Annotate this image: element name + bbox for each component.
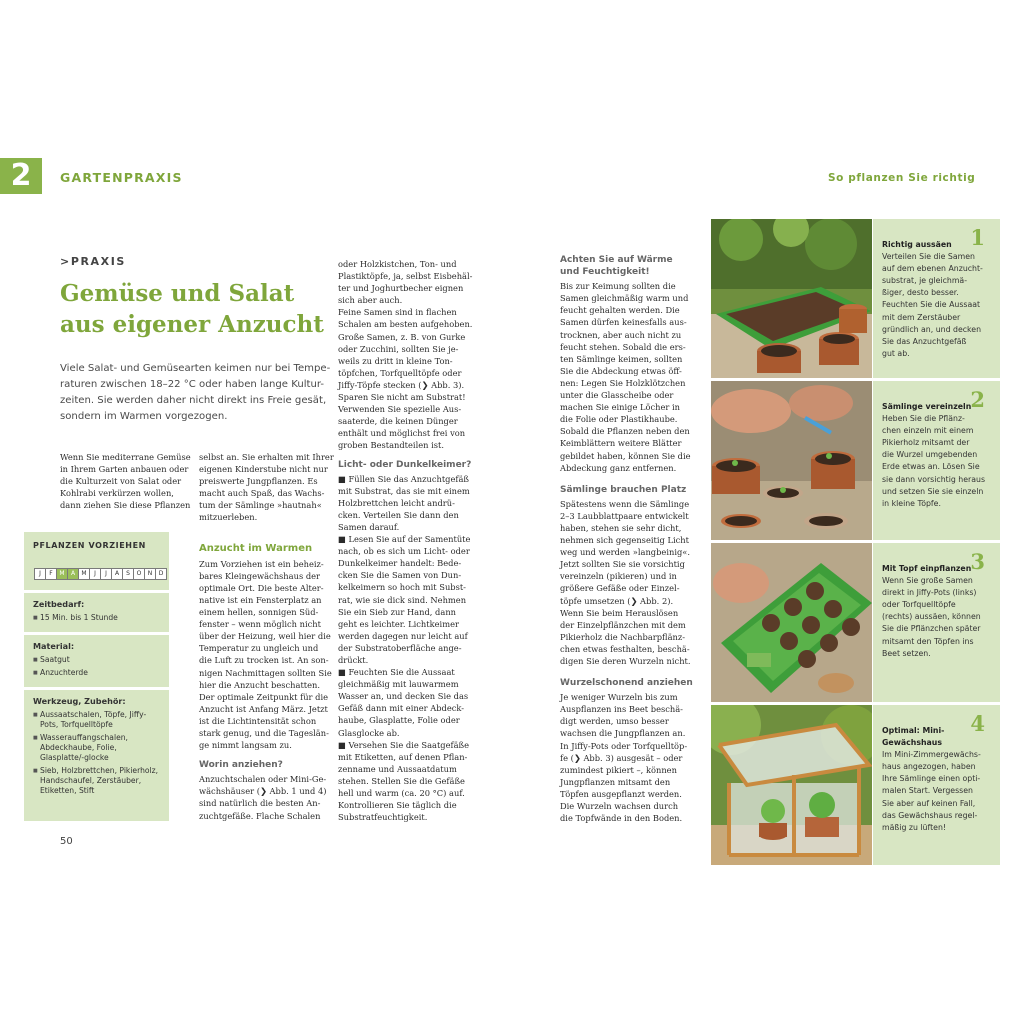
photo-sowing bbox=[711, 219, 872, 378]
month-cell: J bbox=[34, 568, 46, 580]
text-line: die Luft zu trocken ist. An son- bbox=[199, 655, 329, 666]
text-line: Verwenden Sie spezielle Aus- bbox=[338, 404, 462, 415]
step-line: mäßig zu lüften! bbox=[882, 822, 947, 832]
text-line: Die Wurzeln wachsen durch bbox=[560, 801, 679, 812]
step-line: Im Mini-Zimmergewächs- bbox=[882, 750, 981, 760]
step-line: Verteilen Sie die Samen bbox=[882, 252, 975, 262]
text-line: saaterde, die keinen Dünger bbox=[338, 416, 458, 427]
text-line: zumindest pikiert –, können bbox=[560, 764, 677, 775]
step-line: gut ab. bbox=[882, 348, 910, 358]
step-line: die Wurzel umgebenden bbox=[882, 450, 978, 460]
section-heading: Wurzelschonend anziehen bbox=[560, 678, 693, 689]
text-line: in Ihrem Garten anbauen oder bbox=[60, 464, 189, 475]
info-item: ■ 15 Min. bis 1 Stunde bbox=[33, 613, 160, 623]
text-line: der Substratoberfläche ange- bbox=[338, 642, 462, 653]
info-item: ■ Sieb, Holzbrettchen, Pikierholz, Handschaufel, Zerstäuber, Etiketten, Stift bbox=[33, 766, 160, 796]
text-line: nehmen sich gegenseitig Licht bbox=[560, 535, 689, 546]
text-line: die Kulturzeit von Salat oder bbox=[60, 476, 182, 487]
text-line: der Einzelpflänzchen mit dem bbox=[560, 619, 686, 630]
text-line: Kontrollieren Sie täglich die bbox=[338, 800, 457, 811]
text-line: oder Holzkistchen, Ton- und bbox=[338, 259, 457, 269]
info-box-heading: PFLANZEN VORZIEHEN bbox=[33, 541, 146, 550]
title-line: aus eigener Anzucht bbox=[60, 311, 324, 338]
chapter-number: 2 bbox=[0, 158, 42, 194]
text-line: Je weniger Wurzeln bis zum bbox=[560, 692, 678, 703]
text-line: einem hellen, sonnigen Süd- bbox=[199, 607, 319, 618]
text-line: mit Etiketten, auf denen Pflan- bbox=[338, 751, 468, 762]
step-line: Heben Sie die Pflänz- bbox=[882, 414, 965, 424]
text-line: zenname und Aussaatdatum bbox=[338, 763, 457, 774]
step-3-panel bbox=[873, 543, 1000, 702]
step-line: haus angezogen, haben bbox=[882, 762, 976, 772]
text-line: Kohlrabi verkürzen wollen, bbox=[60, 488, 174, 499]
text-line: vereinzeln (pikieren) und in bbox=[560, 571, 677, 582]
month-cell-active: M bbox=[56, 568, 68, 580]
text-line: ge nimmt langsam zu. bbox=[199, 740, 292, 751]
text-line: mit Substrat, das sie mit einem bbox=[338, 485, 470, 496]
text-line: Anzuchtschalen oder Mini-Ge- bbox=[199, 774, 327, 785]
text-line: Samen dürfen keinesfalls aus- bbox=[560, 317, 687, 328]
text-line: Der optimale Zeitpunkt für die bbox=[199, 691, 329, 702]
photo-sowing-image bbox=[711, 219, 872, 378]
month-calendar bbox=[34, 568, 169, 580]
text-line: cken Sie die Samen von Dun- bbox=[338, 570, 462, 581]
info-section-time bbox=[24, 593, 169, 632]
title-line: Gemüse und Salat bbox=[60, 280, 295, 307]
month-cell: M bbox=[78, 568, 90, 580]
column-1 bbox=[60, 451, 190, 511]
text-line: Dunkelkeimer handelt: Bede- bbox=[338, 558, 462, 569]
step-line: Feuchten Sie die Aussaat bbox=[882, 300, 981, 310]
text-line: Anzucht ist Anfang März. Jetzt bbox=[199, 703, 328, 714]
month-cell: D bbox=[155, 568, 167, 580]
text-line: Jetzt sollten Sie sie vorsichtig bbox=[560, 559, 685, 570]
text-line: Keimblättern weitere Blätter bbox=[560, 438, 682, 449]
text-line: selbst an. Sie erhalten mit Ihrer bbox=[199, 452, 334, 462]
step-line: Ihre Sämlinge einen opti- bbox=[882, 774, 981, 784]
text-line: Große Samen, z. B. von Gurke bbox=[338, 331, 466, 342]
month-cell: O bbox=[133, 568, 145, 580]
text-line: dann ziehen Sie diese Pflanzen bbox=[60, 500, 191, 511]
step-4-panel bbox=[873, 705, 1000, 865]
heading-line: und Feuchtigkeit! bbox=[560, 267, 650, 278]
info-item: ■ Aussaatschalen, Töpfe, Jiffy-Pots, Torfquelltöpfe bbox=[33, 710, 160, 730]
step-line: Erde etwas an. Lösen Sie bbox=[882, 462, 980, 472]
text-line: Gefäß dann mit einer Abdeck- bbox=[338, 703, 465, 714]
text-line: Substratfeuchtigkeit. bbox=[338, 812, 428, 823]
text-line: werden dagegen nur leicht auf bbox=[338, 630, 468, 641]
text-line: feucht gehalten werden. Die bbox=[560, 305, 680, 316]
month-cell-active: A bbox=[67, 568, 79, 580]
running-head: So pflanzen Sie richtig bbox=[828, 172, 976, 184]
text-line: über der Heizung, weil hier die bbox=[199, 631, 331, 642]
photo-jiffy-image bbox=[711, 543, 872, 702]
text-line: machen Sie einige Löcher in bbox=[560, 402, 681, 413]
section-heading: Sämlinge brauchen Platz bbox=[560, 484, 687, 495]
text-line: töpfchen, Torfquelltöpfe oder bbox=[338, 367, 462, 378]
month-cell: F bbox=[45, 568, 57, 580]
text-line: oder Zucchini, sollten Sie je- bbox=[338, 343, 459, 354]
text-line: fe (❯ Abb. 3) ausgesät – oder bbox=[560, 752, 683, 763]
text-line: mitzuerleben. bbox=[199, 512, 258, 523]
info-item: ■ Anzuchterde bbox=[33, 668, 160, 678]
step-number: 3 bbox=[970, 549, 985, 574]
text-line: chen etwas festhalten, beschä- bbox=[560, 643, 690, 654]
step-line: direkt in Jiffy-Pots (links) bbox=[882, 588, 977, 598]
photo-pricking bbox=[711, 381, 872, 540]
text-line: geht es leichter. Lichtkeimer bbox=[338, 618, 459, 629]
text-line: haube, Glasplatte, Folie oder bbox=[338, 715, 460, 726]
text-line: Holzbrettchen leicht andrü- bbox=[338, 497, 455, 508]
step-number: 4 bbox=[970, 711, 985, 736]
text-line: Samen darauf. bbox=[338, 521, 400, 532]
text-line: sich aber auch. bbox=[338, 295, 403, 306]
step-line: Wenn Sie große Samen bbox=[882, 576, 973, 586]
text-line: Spätestens wenn die Sämlinge bbox=[560, 498, 690, 509]
article-title bbox=[60, 278, 330, 340]
text-line: ■ Feuchten Sie die Aussaat bbox=[338, 667, 455, 678]
section-heading: Worin anziehen? bbox=[199, 760, 283, 771]
step-line: ßiger, desto besser. bbox=[882, 288, 959, 298]
info-item: ■ Saatgut bbox=[33, 655, 160, 665]
step-2-panel bbox=[873, 381, 1000, 540]
text-line: Abdeckung ganz entfernen. bbox=[560, 462, 677, 473]
photo-jiffy-pots bbox=[711, 543, 872, 702]
text-line: 2–3 Laubblattpaare entwickelt bbox=[560, 510, 689, 521]
intro-line: raturen zwischen 18–22 °C oder haben lange Kultur- bbox=[60, 379, 325, 390]
text-line: weils zu dritt in kleine Ton- bbox=[338, 355, 453, 366]
step-text bbox=[882, 401, 994, 510]
text-line: drückt. bbox=[338, 655, 369, 665]
step-line: Beet setzen. bbox=[882, 648, 931, 658]
text-line: nen: Legen Sie Holzklötzchen bbox=[560, 377, 686, 388]
text-line: hell und warm (ca. 20 °C) auf. bbox=[338, 788, 465, 799]
text-line: größere Gefäße oder Einzel- bbox=[560, 583, 680, 594]
step-line: chen einzeln mit einem bbox=[882, 426, 974, 436]
step-line: Pikierholz mitsamt der bbox=[882, 438, 970, 448]
intro-line: zeiten. Sie werden daher nicht direkt ins Freie gesät, bbox=[60, 395, 327, 406]
step-title: Mit Topf einpflanzen bbox=[882, 564, 972, 573]
step-title: Optimal: Mini- bbox=[882, 726, 945, 735]
step-line: malen Start. Vergessen bbox=[882, 786, 973, 796]
month-cell: A bbox=[111, 568, 123, 580]
text-line: Wasser an, und decken Sie das bbox=[338, 691, 469, 702]
text-line: preiswerte Jungpflanzen. Es bbox=[199, 476, 318, 487]
text-line: digt werden, umso besser bbox=[560, 716, 669, 727]
text-line: groben Bestandteilen ist. bbox=[338, 440, 445, 451]
text-line: stark genug, und die Tageslän- bbox=[199, 727, 329, 738]
text-line: sind natürlich die besten An- bbox=[199, 798, 321, 809]
text-line: eigenen Kinderstube nicht nur bbox=[199, 464, 328, 475]
step-line: mitsamt den Töpfen ins bbox=[882, 636, 974, 646]
text-line: nigen Nachmittagen sollten Sie bbox=[199, 667, 332, 678]
step-line: Sie die Pflänzchen später bbox=[882, 624, 981, 634]
text-line: Pikierholz die Nachbarpflänz- bbox=[560, 631, 686, 642]
step-title: Sämlinge vereinzeln bbox=[882, 402, 972, 411]
text-line: Schalen am besten aufgehoben. bbox=[338, 319, 473, 330]
photo-mini-greenhouse bbox=[711, 705, 872, 865]
text-line: tum der Sämlinge »hautnah« bbox=[199, 500, 322, 511]
step-text bbox=[882, 239, 994, 360]
text-line: Jungpflanzen mitsamt den bbox=[560, 776, 671, 787]
step-text bbox=[882, 563, 994, 660]
page-number: 50 bbox=[60, 836, 73, 847]
step-line: oder Torfquelltöpfe bbox=[882, 600, 956, 610]
month-cell: N bbox=[144, 568, 156, 580]
text-line: ■ Lesen Sie auf der Samentüte bbox=[338, 534, 471, 545]
text-line: Sparen Sie nicht am Substrat! bbox=[338, 392, 466, 403]
step-number: 2 bbox=[970, 387, 985, 412]
text-line: stehen. Stellen Sie die Gefäße bbox=[338, 775, 465, 786]
text-line: Plastiktöpfe, ja, selbst Eisbehäl- bbox=[338, 271, 473, 282]
month-cell: J bbox=[100, 568, 112, 580]
text-line: feucht stehen. Sobald die ers- bbox=[560, 341, 686, 352]
column-3 bbox=[338, 258, 473, 823]
text-line: Sie die Abdeckung etwas öff- bbox=[560, 365, 682, 376]
text-line: wächshäuser (❯ Abb. 1 und 4) bbox=[199, 786, 327, 797]
info-label: Zeitbedarf: bbox=[33, 599, 85, 609]
info-label: Werkzeug, Zubehör: bbox=[33, 696, 126, 706]
text-line: Temperatur zu ungleich und bbox=[199, 643, 319, 654]
photo-pricking-image bbox=[711, 381, 872, 540]
text-line: ter und Joghurtbecher eignen bbox=[338, 283, 464, 294]
text-line: ten Sämlinge keimen, sollten bbox=[560, 353, 683, 364]
text-line: Samen gleichmäßig warm und bbox=[560, 293, 689, 304]
step-line: sie dann vorsichtig heraus bbox=[882, 474, 986, 484]
text-line: Bis zur Keimung sollten die bbox=[560, 281, 676, 292]
text-line: nach, ob es sich um Licht- oder bbox=[338, 546, 470, 557]
text-line: Auspflanzen ins Beet beschä- bbox=[560, 704, 683, 715]
step-line: auf dem ebenen Anzucht- bbox=[882, 264, 983, 274]
step-line: mit dem Zerstäuber bbox=[882, 312, 961, 322]
text-line: trocknen, aber auch nicht zu bbox=[560, 329, 682, 340]
text-line: macht auch Spaß, das Wachs- bbox=[199, 488, 325, 499]
text-line: Wenn Sie mediterrane Gemüse bbox=[60, 452, 191, 462]
text-line: die Folie oder Plastikhaube. bbox=[560, 414, 678, 425]
step-title: Gewächshaus bbox=[882, 738, 942, 748]
article-intro bbox=[60, 361, 331, 425]
text-line: zuchtgefäße. Flache Schalen bbox=[199, 810, 321, 821]
text-line: Sobald die Pflanzen neben den bbox=[560, 426, 690, 437]
step-line: (rechts) aussäen, können bbox=[882, 612, 981, 622]
step-number: 1 bbox=[970, 225, 985, 250]
text-line: kelkeimern so hoch mit Subst- bbox=[338, 582, 466, 593]
chapter-title: GARTENPRAXIS bbox=[60, 170, 183, 185]
intro-line: Viele Salat- und Gemüsearten keimen nur bei Tempe- bbox=[60, 363, 331, 374]
text-line: ■ Füllen Sie das Anzuchtgefäß bbox=[338, 473, 469, 484]
step-line: gründlich an, und decken bbox=[882, 324, 982, 334]
text-line: digen Sie deren Wurzeln nicht. bbox=[560, 656, 691, 666]
text-line: Feine Samen sind in flachen bbox=[338, 307, 457, 318]
text-line: enthält und möglichst frei von bbox=[338, 428, 466, 439]
info-box bbox=[24, 532, 169, 821]
text-line: haben, stehen sie sehr dicht, bbox=[560, 522, 682, 533]
text-line: bares Kleingewächshaus der bbox=[199, 570, 321, 581]
text-line: weg und werden »langbeinig«. bbox=[560, 547, 691, 558]
column-2 bbox=[199, 451, 334, 822]
text-line: unter die Glasscheibe oder bbox=[560, 390, 674, 401]
kicker: >PRAXIS bbox=[60, 255, 126, 268]
step-line: Sie aber auf keinen Fall, bbox=[882, 798, 976, 808]
intro-line: sondern im Warmen vorgezogen. bbox=[60, 411, 228, 422]
text-line: ist die Lichtintensität schon bbox=[199, 715, 317, 726]
step-text bbox=[882, 725, 994, 834]
photo-greenhouse-image bbox=[711, 705, 872, 865]
text-line: fenster – wenn möglich nicht bbox=[199, 619, 321, 630]
text-line: hier die Anzucht beschatten. bbox=[199, 679, 321, 690]
info-label: Material: bbox=[33, 641, 75, 651]
text-line: die Topfwände in den Boden. bbox=[560, 813, 683, 824]
text-line: gebildet haben, können Sie die bbox=[560, 450, 691, 461]
step-line: in kleine Töpfe. bbox=[882, 498, 941, 508]
step-line: und setzen Sie sie einzeln bbox=[882, 486, 984, 496]
text-line: töpfe umsetzen (❯ Abb. 2). bbox=[560, 595, 674, 606]
info-section-tools bbox=[24, 690, 169, 805]
step-1-panel bbox=[873, 219, 1000, 378]
text-line: Wenn Sie beim Herauslösen bbox=[560, 607, 679, 618]
text-line: Glasglocke ab. bbox=[338, 727, 400, 738]
column-4 bbox=[560, 254, 692, 824]
text-line: wachsen die Jungpflanzen an. bbox=[560, 728, 686, 739]
month-cell: S bbox=[122, 568, 134, 580]
text-line: native ist ein Fensterplatz an bbox=[199, 594, 322, 605]
step-line: Sie das Anzuchtgefäß bbox=[882, 336, 967, 346]
step-title: Richtig aussäen bbox=[882, 240, 952, 249]
text-line: In Jiffy-Pots oder Torfquelltöp- bbox=[560, 740, 688, 751]
section-heading bbox=[560, 254, 692, 278]
text-line: ■ Versehen Sie die Saatgefäße bbox=[338, 739, 469, 750]
text-line: gleichmäßig mit lauwarmem bbox=[338, 679, 459, 690]
step-line: das Gewächshaus regel- bbox=[882, 810, 978, 820]
section-heading: Anzucht im Warmen bbox=[199, 542, 313, 554]
text-line: rat, wie sie dick sind. Nehmen bbox=[338, 594, 467, 605]
step-line: substrat, je gleichmä- bbox=[882, 276, 968, 286]
text-line: optimale Ort. Die beste Alter- bbox=[199, 582, 324, 593]
month-cell: J bbox=[89, 568, 101, 580]
text-line: Zum Vorziehen ist ein beheiz- bbox=[199, 558, 324, 569]
text-line: Töpfen ausgepflanzt werden. bbox=[560, 788, 682, 799]
info-section-material bbox=[24, 635, 169, 687]
text-line: Sie ein Sieb zur Hand, dann bbox=[338, 606, 456, 617]
text-line: cken. Verteilen Sie dann den bbox=[338, 509, 459, 520]
info-item: ■ Wasserauffangschalen, Abdeckhaube, Folie, Glasplatte/-glocke bbox=[33, 733, 160, 763]
heading-line: Achten Sie auf Wärme bbox=[560, 255, 673, 265]
section-heading: Licht- oder Dunkelkeimer? bbox=[338, 459, 472, 470]
text-line: Jiffy-Töpfe stecken (❯ Abb. 3). bbox=[338, 379, 465, 390]
